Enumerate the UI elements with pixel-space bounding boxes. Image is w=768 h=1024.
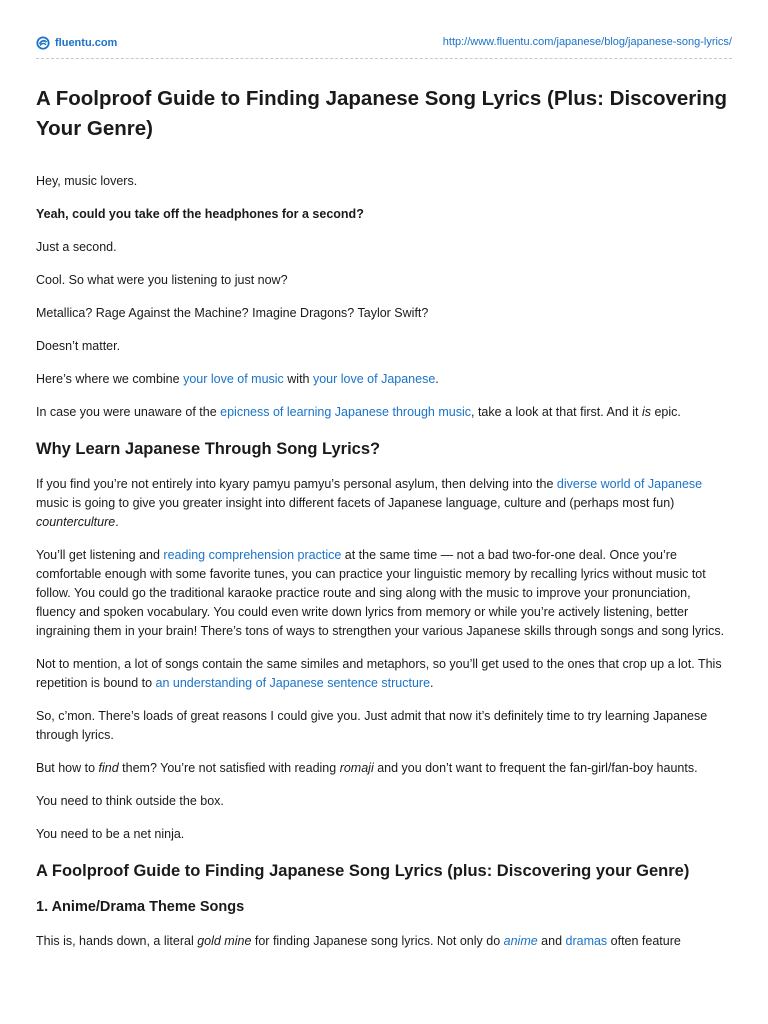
text: Here’s where we combine [36, 372, 184, 386]
text: Not to mention, a lot of songs contain the same similes and metaphors, so you’ll get used to the ones that crop up a lot. This repetition is bound to [36, 657, 722, 690]
paragraph [36, 370, 732, 389]
fluentu-logo-icon [36, 36, 50, 50]
link-reading-comprehension[interactable]: reading comprehension practice [163, 548, 342, 562]
site-name: fluentu.com [55, 37, 118, 49]
header-divider [36, 58, 732, 59]
emphasis: is [641, 405, 651, 419]
paragraph [36, 475, 732, 532]
text: and you don’t want to frequent the fan-girl/fan-boy haunts. [373, 761, 698, 775]
link-sentence-structure[interactable]: an understanding of Japanese sentence structure [155, 676, 431, 690]
paragraph: So, c’mon. There’s loads of great reasons I could give you. Just admit that now it’s definitely time to try learning Japanese through lyrics. [36, 709, 708, 742]
paragraph: Just a second. [36, 240, 117, 254]
link-epicness[interactable]: epicness of learning Japanese through music [220, 405, 471, 419]
text: , take a look at that first. And it [471, 405, 642, 419]
subsection-heading-anime: 1. Anime/Drama Theme Songs [36, 899, 245, 915]
section-heading-why: Why Learn Japanese Through Song Lyrics? [36, 440, 381, 458]
site-link[interactable] [36, 36, 117, 50]
text: In case you were unaware of the [36, 405, 221, 419]
page-title: A Foolproof Guide to Finding Japanese Song Lyrics (Plus: Discovering Your Genre) [36, 87, 727, 140]
emphasis: anime [503, 934, 538, 948]
text: and [537, 934, 566, 948]
text: . [115, 515, 119, 529]
paragraph [36, 205, 732, 224]
link-dramas[interactable]: dramas [565, 934, 608, 948]
paragraph [36, 546, 732, 641]
emphasis: find [98, 761, 119, 775]
page-header [36, 36, 732, 52]
text: . [435, 372, 439, 386]
text: epic. [650, 405, 681, 419]
paragraph [36, 403, 732, 422]
link-love-of-japanese[interactable]: your love of Japanese [312, 372, 436, 386]
emphasis: counterculture [36, 515, 116, 529]
paragraph: You need to be a net ninja. [36, 827, 185, 841]
paragraph: Metallica? Rage Against the Machine? Imagine Dragons? Taylor Swift? [36, 306, 429, 320]
text: If you find you’re not entirely into kyary pamyu pamyu’s personal asylum, then delving into the [36, 477, 557, 491]
text: But how to [36, 761, 99, 775]
text: This is, hands down, a literal [36, 934, 198, 948]
paragraph [36, 759, 732, 778]
emphasis: gold mine [197, 934, 252, 948]
text: with [283, 372, 313, 386]
emphasis: romaji [339, 761, 374, 775]
section-heading-guide: A Foolproof Guide to Finding Japanese Song Lyrics (plus: Discovering your Genre) [36, 862, 690, 880]
paragraph [36, 655, 732, 693]
article [36, 84, 732, 965]
paragraph: Cool. So what were you listening to just now? [36, 273, 288, 287]
link-anime[interactable] [504, 934, 538, 948]
text: for finding Japanese song lyrics. Not only do [251, 934, 504, 948]
link-diverse-world[interactable]: diverse world of Japanese [556, 477, 703, 491]
text: often feature [607, 934, 681, 948]
text: music is going to give you greater insight into different facets of Japanese language, culture and (perhaps most fun) [36, 496, 675, 510]
paragraph: You need to think outside the box. [36, 794, 224, 808]
text: You’ll get listening and [36, 548, 164, 562]
text: at the same time — not a bad two-for-one deal. Once you’re comfortable enough with some favorite tunes, you can practice your linguistic memory by recalling lyrics without music tot follow. You could go the traditional karaoke practice route and sing along with the music to improve your pronunciation, fluency and spoken vocabulary. You could even write down lyrics from memory or while you’re actively listening, better ingraining them in your brain! There’s tons of ways to strengthen your various Japanese skills through songs and song lyrics. [36, 548, 725, 638]
page-url[interactable]: http://www.fluentu.com/japanese/blog/japanese-song-lyrics/ [442, 36, 732, 48]
link-love-of-music[interactable]: your love of music [183, 372, 284, 386]
paragraph [36, 932, 732, 951]
text: . [430, 676, 434, 690]
bold-text: Yeah, could you take off the headphones for a second? [36, 207, 364, 221]
text: them? You’re not satisfied with reading [118, 761, 340, 775]
paragraph: Hey, music lovers. [36, 174, 138, 188]
paragraph: Doesn’t matter. [36, 339, 121, 353]
